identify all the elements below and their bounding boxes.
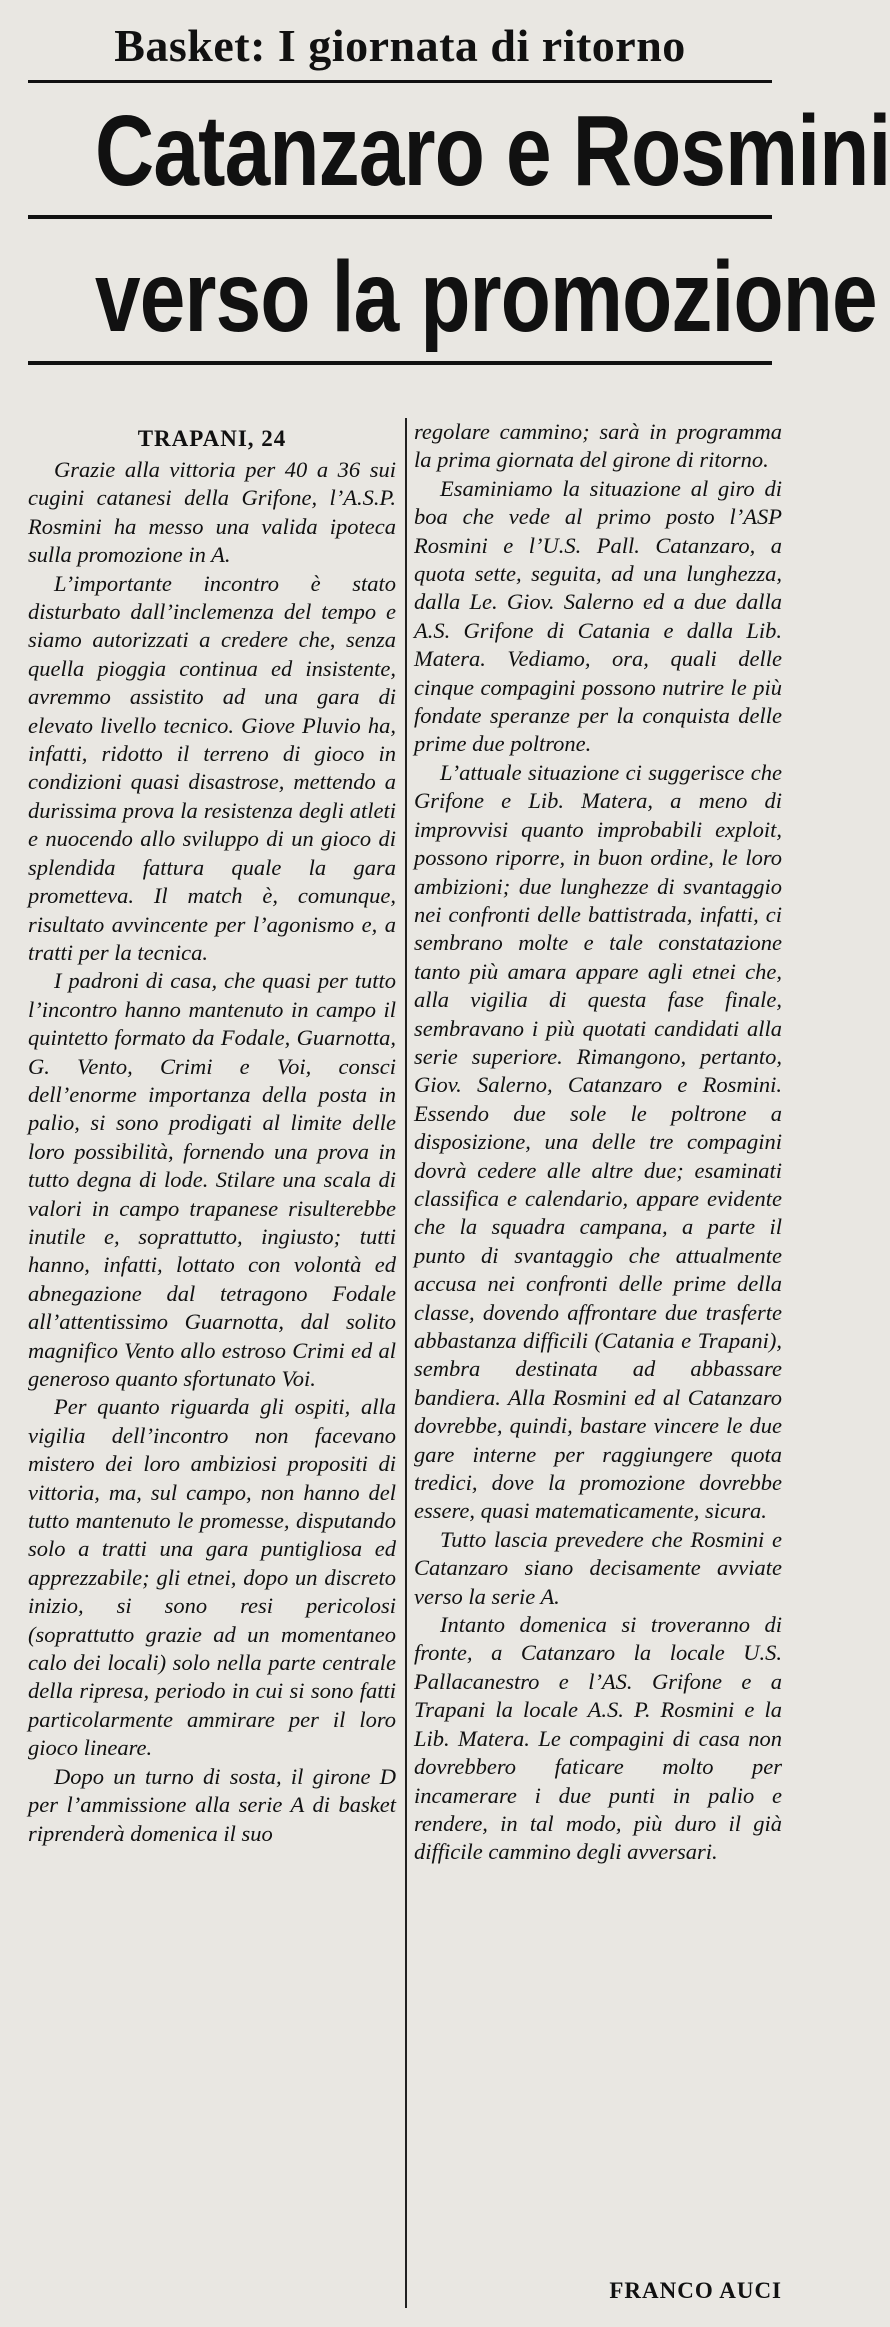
column-right (414, 418, 782, 2308)
byline: FRANCO AUCI (609, 2278, 782, 2303)
headline-rule-1 (28, 215, 772, 219)
paragraph: L’importante incontro è stato disturbato dall’inclemenza del tempo e siamo autorizzati a credere che, senza quella pioggia continua ed insistente, avremmo assistito ad una gara di elevato livello tecnico. Giove Pluvio ha, infatti, ridotto il terreno di gioco in condizioni quasi disastrose, mettendo a durissima prova la resistenza degli atleti e nuocendo allo sviluppo di un gioco di splendida fattura quale la gara prometteva. Il match è, comunque, risultato avvincente per l’agonismo e, a tratti per la tecnica. (28, 570, 396, 965)
paragraph: Per quanto riguarda gli ospiti, alla vigilia dell’incontro non facevano mistero dei loro ambiziosi propositi di vittoria, ma, sul campo, non hanno del tutto mantenuto le promesse, disputando solo a tratti una gara puntigliosa ed apprezzabile; gli etnei, dopo un discreto inizio, si sono resi pericolosi (soprattutto grazie ad un momentaneo calo dei locali) solo nella parte centrale della ripresa, periodo in cui si sono fatti particolarmente ammirare per il loro gioco lineare. (28, 1394, 396, 1761)
paragraph: Dopo un turno di sosta, il girone D per l’ammissione alla serie A di basket riprenderà domenica il suo (28, 1763, 396, 1846)
dateline: TRAPANI, 24 (137, 426, 287, 451)
paragraph: regolare cammino; sarà in programma la prima giornata del girone di ritorno. (414, 419, 782, 473)
kicker-rule (28, 80, 772, 83)
kicker: Basket: I giornata di ritorno (114, 20, 686, 71)
paragraph: Intanto domenica si troveranno di fronte, a Catanzaro la locale U.S. Pallacanestro e l’AS. Grifone e a Trapani la locale A.S. P. Rosmini e la Lib. Matera. Le compagini di casa non dovrebbero faticare molto per incamerare i due punti in palio e rendere, in tal modo, più duro il già difficile cammino degli avversari. (414, 1612, 782, 1865)
headline-line-1: Catanzaro e Rosmini (94, 95, 890, 207)
paragraph: Tutto lascia prevedere che Rosmini e Catanzaro siano decisamente avviate verso la serie A. (414, 1526, 782, 1609)
paragraph: L’attuale situazione ci suggerisce che Grifone e Lib. Matera, a meno di improvvisi quanto improbabili exploit, possono riporre, in buon ordine, le loro ambizioni; due lunghezze di svantaggio nei confronti delle battistrada, infatti, ci sembrano molte e tale constatazione tanto più amara appare agli etnei che, alla vigilia di questa fase finale, sembravano i più quotati candidati alla serie superiore. Rimangono, pertanto, Giov. Salerno, Catanzaro e Rosmini. Essendo due sole le poltrone a disposizione, una delle tre compagini dovrà cedere alle altre due; esaminati classifica e calendario, appare evidente che la squadra campana, a parte il punto di svantaggio che attualmente accusa nei confronti delle prime della classe, dovendo affrontare due trasferte abbastanza difficili (Catania e Trapani), sembra destinata ad abbassare bandiera. Alla Rosmini ed al Catanzaro dovrebbe, quindi, bastare vincere le due gare interne per raggiungere quota tredici, dove la promozione dovrebbe essere, quasi matematicamente, sicura. (414, 759, 782, 1524)
paragraph: Grazie alla vittoria per 40 a 36 sui cugini catanesi della Grifone, l’A.S.P. Rosmini ha messo una valida ipoteca sulla promozione in A. (28, 457, 396, 568)
paragraph: Esaminiamo la situazione al giro di boa che vede al primo posto l’ASP Rosmini e l’U.S. Pall. Catanzaro, a quota sette, seguita, ad una lunghezza, dalla Le. Giov. Salerno ed a due dalla A.S. Grifone di Catania e dalla Lib. Matera. Vediamo, ora, quali delle cinque compagini possono nutrire le più fondate speranze per la conquista delle prime due poltrone. (414, 475, 782, 757)
paragraph: I padroni di casa, che quasi per tutto l’incontro hanno mantenuto in campo il quintetto formato da Fodale, Guarnotta, G. Vento, Crimi e Voi, consci dell’enorme importanza della posta in palio, si sono prodigati al limite delle loro possibilità, fornendo una prova in tutto degna di lode. Stilare una scala di valori in campo trapanese risulterebbe inutile e, soprattutto, ingiusto; tutti hanno, infatti, lottato con volontà ed abnegazione dal tetragono Fodale all’attentissimo Guarnotta, dal solito magnifico Vento allo estroso Crimi ed al generoso quanto sfortunato Voi. (28, 968, 396, 1391)
headline-rule-2 (28, 361, 772, 365)
article-body (28, 418, 782, 2308)
column-left (28, 418, 396, 2308)
headline-line-2: verso la promozione (94, 241, 877, 353)
column-divider (405, 418, 407, 2308)
